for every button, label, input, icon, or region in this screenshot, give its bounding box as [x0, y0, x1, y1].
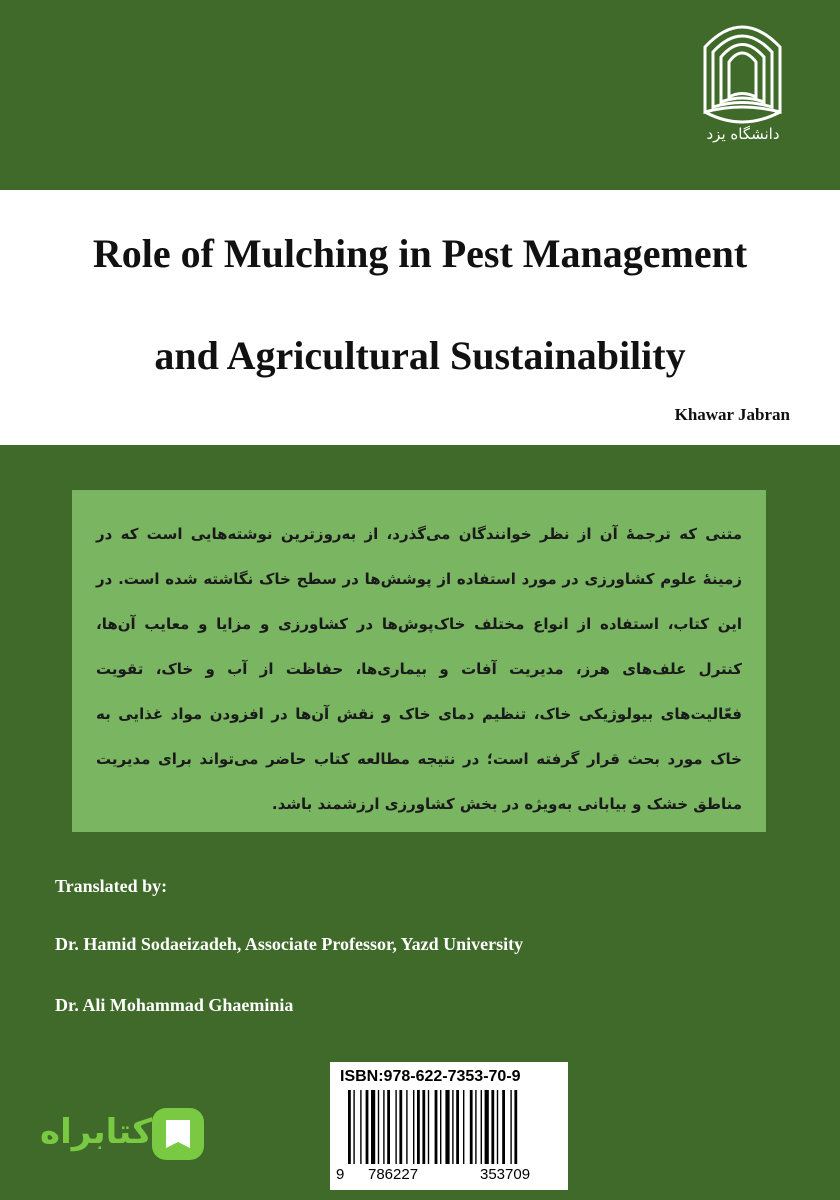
translator-1: Dr. Hamid Sodaeizadeh, Associate Professor, Yazd University	[55, 934, 524, 954]
abstract-text: متنی که ترجمهٔ آن از نظر خوانندگان می‌گذرد، از به‌روزترین نوشته‌هایی است که در زمینهٔ علوم کشاورزی در مورد استفاده از پوشش‌ها در سطح خاک نگاشته شده است. در این کتاب، استفاده از انواع مختلف خاک‌پوش‌ها در کشاورزی و مزایا و معایب آن‌ها، کنترل علف‌های هرز، مدیریت آفات و بیماری‌ها، حفاظت از آب و خاک، تقویت فعّالیت‌های بیولوژیکی خاک، تنظیم دمای خاک و نقش آن‌ها در افزودن مواد غذایی به خاک مورد بحث قرار گرفته است؛ در نتیجه مطالعه کتاب حاضر می‌تواند برای مدیریت مناطق خشک و بیابانی به‌ویژه در بخش کشاورزی ارزشمند باشد.	[96, 525, 742, 813]
isbn-barcode	[330, 1062, 568, 1190]
barcode-icon	[348, 1090, 553, 1164]
author-name: Khawar Jabran	[674, 405, 790, 424]
barcode-digits-group-1: 786227	[368, 1166, 419, 1183]
ketabrah-brand-name: کتابراه	[40, 1112, 153, 1152]
barcode-digits-group-2: 353709	[480, 1166, 531, 1183]
abstract-box	[72, 490, 766, 832]
translated-by-label: Translated by:	[55, 876, 168, 896]
book-title-line-1: Role of Mulching in Pest Management	[92, 231, 748, 276]
isbn-label: ISBN:978-622-7353-70-9	[340, 1068, 521, 1085]
book-title-line-2: and Agricultural Sustainability	[154, 333, 686, 378]
translator-2: Dr. Ali Mohammad Ghaeminia	[55, 995, 294, 1015]
logo-caption: دانشگاه یزد	[706, 125, 780, 143]
title-band	[0, 190, 840, 445]
barcode-digit-first: 9	[336, 1166, 345, 1183]
